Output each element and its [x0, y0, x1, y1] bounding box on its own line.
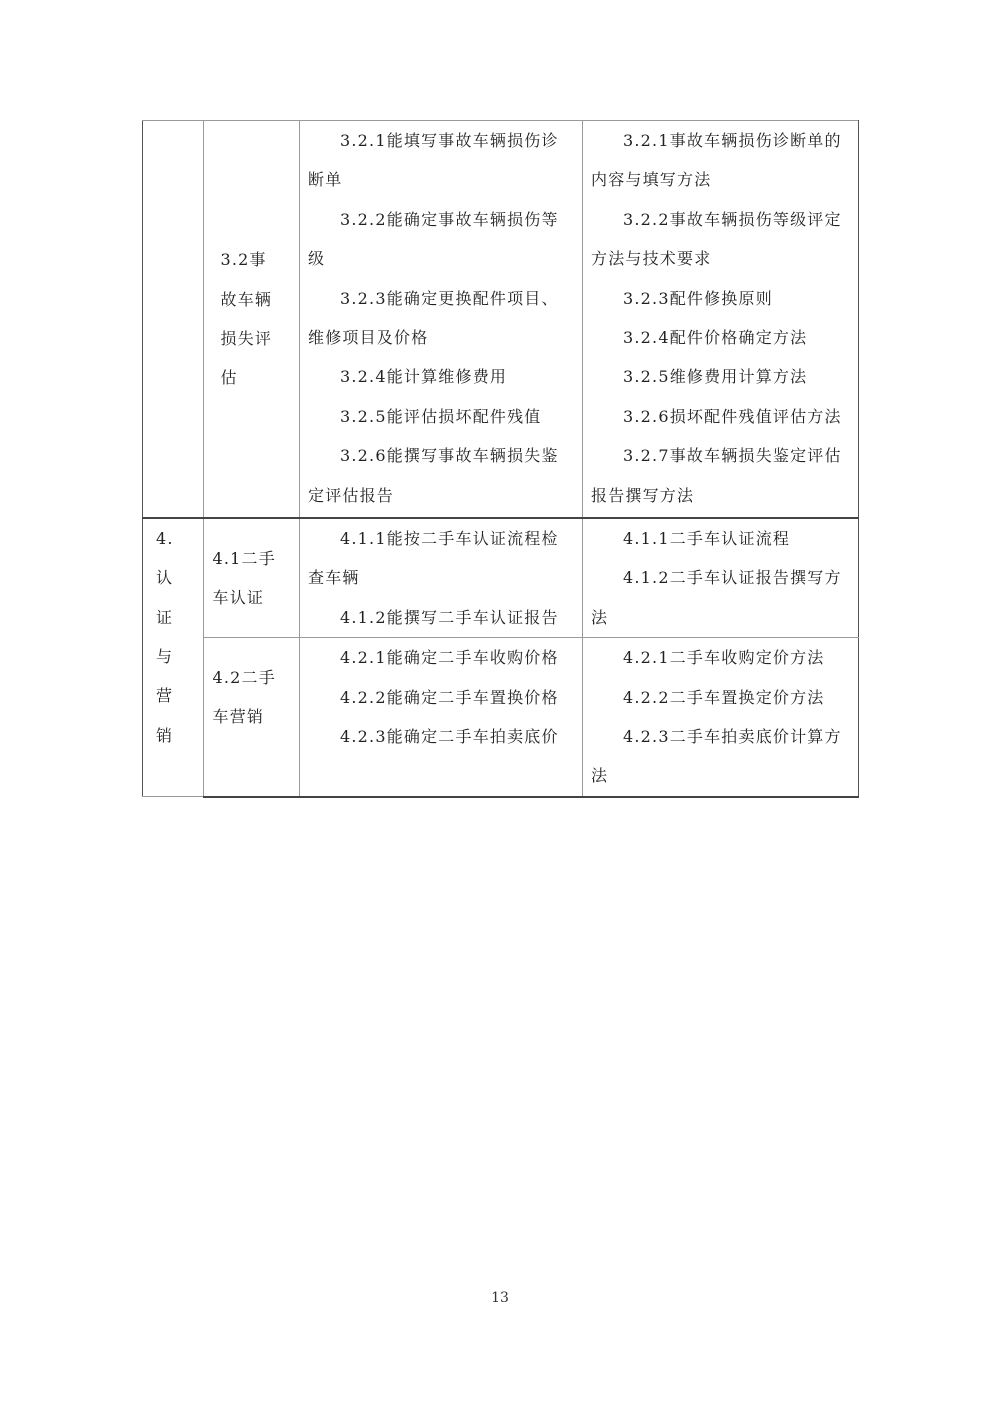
unit-cell [204, 638, 300, 797]
knowledge-item: 3.2.7事故车辆损失鉴定评估报告撰写方法 [591, 446, 842, 505]
unit-title: 4.1二手车认证 [212, 548, 276, 607]
unit-title: 3.2事故车辆损失评估 [220, 250, 273, 388]
module-cell [143, 121, 204, 519]
knowledge-cell [583, 638, 859, 797]
knowledge-item: 4.2.3二手车拍卖底价计算方法 [591, 727, 842, 786]
skill-item: 4.2.3能确定二手车拍卖底价 [340, 727, 559, 747]
unit-cell [204, 518, 300, 638]
skill-item: 3.2.5能评估损坏配件残值 [340, 406, 542, 426]
curriculum-table [142, 120, 859, 798]
knowledge-item: 3.2.6损坏配件残值评估方法 [623, 406, 842, 426]
skill-item: 3.2.6能撰写事故车辆损失鉴定评估报告 [308, 446, 559, 505]
table-row [143, 518, 859, 638]
knowledge-item: 3.2.1事故车辆损伤诊断单的内容与填写方法 [591, 131, 842, 190]
skill-item: 4.2.2能确定二手车置换价格 [340, 687, 559, 707]
skill-item: 3.2.4能计算维修费用 [340, 367, 508, 387]
skill-item: 4.2.1能确定二手车收购价格 [340, 648, 559, 668]
skill-item: 3.2.3能确定更换配件项目、维修项目及价格 [308, 288, 559, 348]
knowledge-item: 4.2.1二手车收购定价方法 [623, 648, 825, 668]
skill-item: 4.1.2能撰写二手车认证报告 [340, 607, 559, 627]
knowledge-item: 3.2.4配件价格确定方法 [623, 328, 808, 348]
knowledge-item: 3.2.2事故车辆损伤等级评定方法与技术要求 [591, 209, 842, 269]
table-row [143, 638, 859, 797]
knowledge-item: 4.1.1二手车认证流程 [623, 529, 791, 548]
knowledge-item: 4.2.2二手车置换定价方法 [623, 687, 825, 707]
knowledge-item: 3.2.5维修费用计算方法 [623, 367, 808, 387]
skill-cell [300, 638, 583, 797]
skill-item: 4.1.1能按二手车认证流程检查车辆 [308, 529, 559, 588]
skill-cell [300, 518, 583, 638]
unit-title: 4.2二手车营销 [212, 667, 276, 727]
knowledge-cell [583, 518, 859, 638]
skill-item: 3.2.2能确定事故车辆损伤等级 [308, 209, 559, 269]
knowledge-item: 4.1.2二手车认证报告撰写方法 [591, 568, 842, 627]
skill-item: 3.2.1能填写事故车辆损伤诊断单 [308, 131, 559, 190]
unit-cell [204, 121, 300, 519]
page-number: 13 [491, 1290, 509, 1306]
module-cell [143, 518, 204, 797]
knowledge-cell [583, 121, 859, 519]
module-title: 4.认证与营销 [156, 528, 174, 745]
knowledge-item: 3.2.3配件修换原则 [623, 288, 773, 308]
skill-cell [300, 121, 583, 519]
table-row [143, 121, 859, 519]
